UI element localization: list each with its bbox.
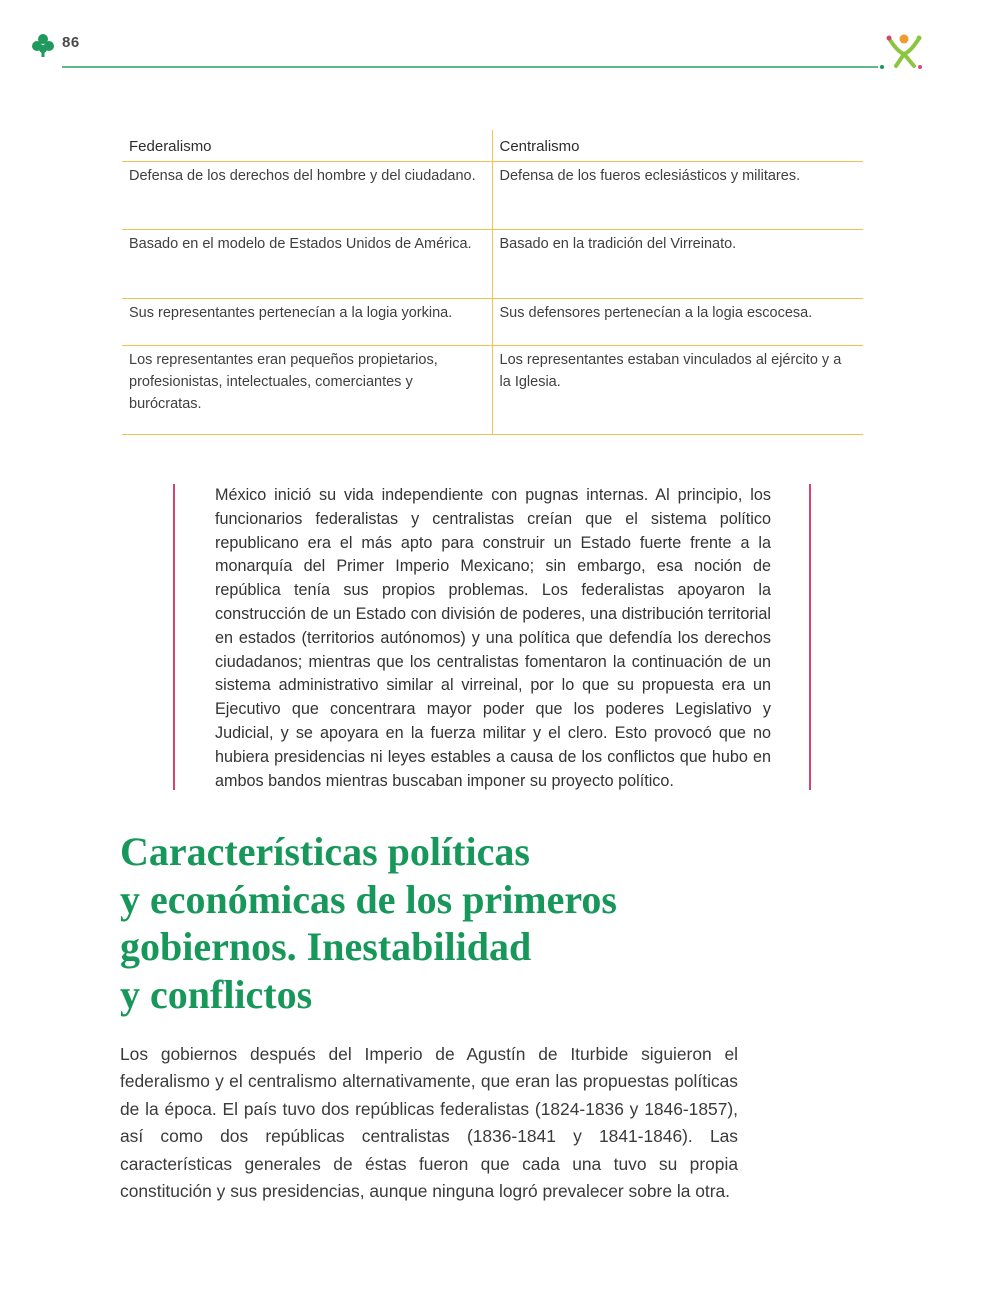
table-cell: Defensa de los fueros eclesiásticos y militares. (492, 162, 863, 230)
column-header-centralismo: Centralismo (492, 130, 863, 162)
section-title-line: gobiernos. Inestabilidad (120, 924, 532, 969)
table-cell: Defensa de los derechos del hombre y del ciudadano. (122, 162, 492, 230)
header-rule (62, 66, 878, 68)
section-title-line: y conflictos (120, 971, 313, 1017)
table-cell: Sus representantes pertenecían a la logia yorkina. (122, 299, 492, 346)
section-title-line: y económicas de los primeros (120, 876, 617, 922)
comparison-table (122, 130, 863, 435)
body-paragraph: Los gobiernos después del Imperio de Agustín de Iturbide siguieron el federalismo y el centralismo alternativamente, que eran las propuestas políticas de la época. El país tuvo dos repúblicas federalistas (1824-1836 y 1846-1857), así como dos repúblicas centralistas (1836-1841 y 1841-1846). Las características generales de éstas fueron que cada una tuvo su propia constitución y sus presidencias, aunque ninguna logró prevalecer sobre la otra. (120, 1044, 738, 1202)
table-cell: Basado en la tradición del Virreinato. (492, 230, 863, 299)
table-header-row (122, 130, 863, 162)
table-row (122, 299, 863, 346)
page-number: 86 (62, 34, 80, 51)
section-title (120, 828, 740, 1018)
table-cell: Sus defensores pertenecían a la logia escocesa. (492, 299, 863, 346)
table-row (122, 230, 863, 299)
cluster-leaf-logo-icon (30, 32, 56, 58)
table-cell: Basado en el modelo de Estados Unidos de América. (122, 230, 492, 299)
column-header-federalismo: Federalismo (122, 130, 492, 162)
highlight-bar-right (809, 484, 811, 790)
table-row (122, 346, 863, 435)
page-header (0, 0, 986, 80)
highlight-box (173, 484, 813, 790)
section-title-line: Características políticas (120, 829, 530, 874)
highlight-bar-left (173, 484, 175, 790)
table-cell: Los representantes estaban vinculados al ejército y a la Iglesia. (492, 346, 863, 435)
highlight-paragraph: México inició su vida independiente con pugnas internas. Al principio, los funcionarios federalistas y centralistas creían que el sistema político republicano era el más apto para construir un Estado fuerte frente a la monarquía del Primer Imperio Mexicano; sin embargo, esa noción de república tenía sus propios problemas. Los federalistas apoyaron la construcción de un Estado con división de poderes, una distribución territorial en estados (territorios autónomos) y una política que defendía los derechos ciudadanos; mientras que los centralistas fomentaron la continuación de un sistema administrativo similar al virreinal, por lo que su propuesta era un Ejecutivo que concentrara mayor poder que los poderes Legislativo y Judicial, y se apoyara en la fuerza militar y el clero. Esto provocó que no hubiera presidencias ni leyes estables a causa de los conflictos que hubo en ambos bandos mientras buscaban imponer su proyecto político. (215, 486, 771, 790)
table-row (122, 162, 863, 230)
table-cell: Los representantes eran pequeños propietarios, profesionistas, intelectuales, comerciantes y burócratas. (122, 346, 492, 435)
sprout-figure-logo-icon (884, 30, 924, 70)
